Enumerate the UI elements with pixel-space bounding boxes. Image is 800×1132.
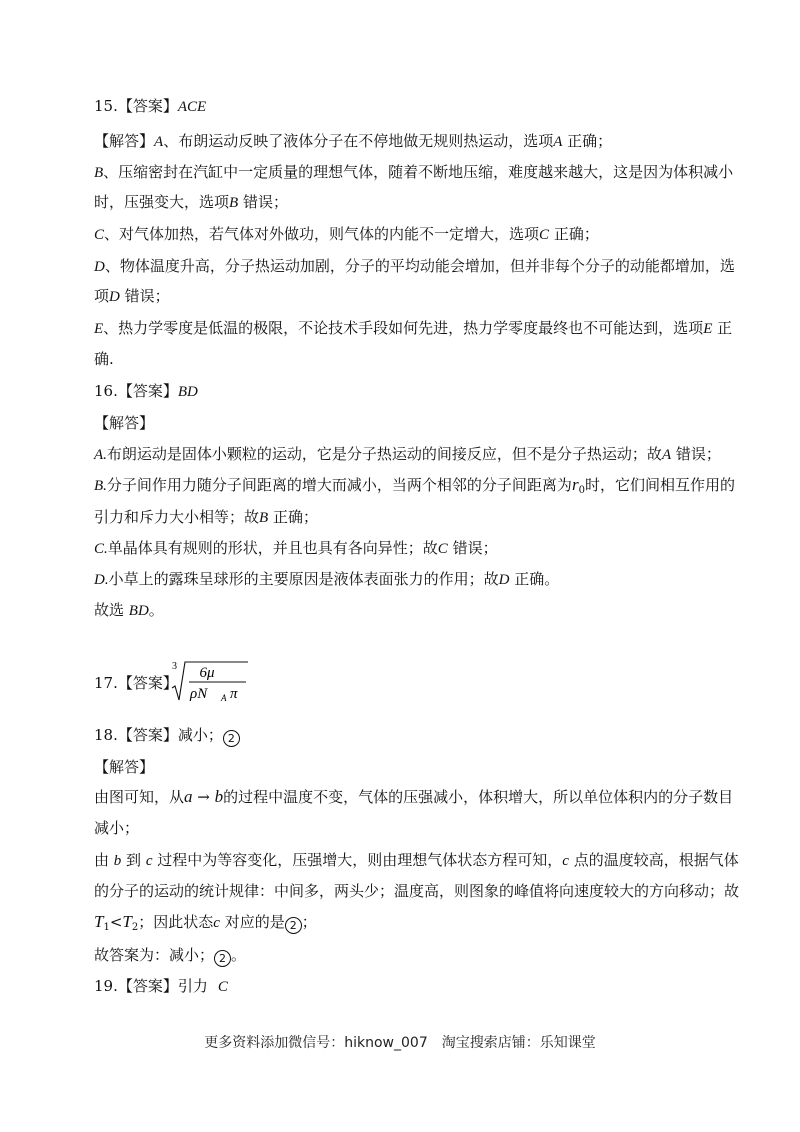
q15-solution-line-8: 确.: [94, 350, 114, 368]
q18-head: 18.【答案】: [94, 726, 178, 744]
q16-solution-label: 【解答】: [94, 414, 155, 432]
q17-answer-line: [94, 673, 178, 693]
q16-answer: BD: [177, 384, 198, 400]
q15-solution-line-6: 项D 错误；: [94, 287, 170, 305]
root-index: 3: [172, 661, 177, 672]
q15-solution-line-5: D、物体温度升高，分子热运动加剧，分子的平均动能会增加，但并非每个分子的动能都增加，选: [94, 257, 735, 275]
q18-solution-line-4: 的分子的运动的统计规律：中间多，两头少；温度高，则图象的峰值将向速度较大的方向移动；故: [94, 882, 740, 900]
q16-answer-line: [94, 381, 198, 402]
q16-option-d: D.小草上的露珠呈球形的主要原因是液体表面张力的作用；故D 正确。: [94, 570, 560, 588]
formula-denominator-subscript: A: [221, 693, 227, 703]
q16-option-c: C.单晶体具有规则的形状，并且也具有各向异性；故C 错误；: [94, 539, 498, 557]
q18-solution-line-3: 由 b 到 c 过程中为等容变化，压强增大，则由理想气体状态方程可知，c 点的温度较高，根据气体: [94, 851, 739, 869]
q15-solution-line-1: 【解答】A、布朗运动反映了液体分子在不停地做无规则热运动，选项A 正确；: [94, 132, 613, 150]
q18-answer-line: 18.【答案】减小； 2: [94, 725, 240, 747]
q15-solution-line-4: C、对气体加热，若气体对外做功，则气体的内能不一定增大，选项C 正确；: [94, 225, 599, 243]
q16-head: 16.【答案】: [94, 382, 178, 400]
q19-answer-line: 19.【答案】引力 C: [94, 977, 228, 995]
q15-head: 15.【答案】: [94, 97, 178, 115]
circled-number: 2: [214, 950, 231, 967]
q15-answer-line: [94, 96, 206, 117]
formula-denominator-pi: π: [230, 686, 238, 702]
q16-option-b-line-1: B.分子间作用力随分子间距离的增大而减小，当两个相邻的分子间距离为$r_0$时，它们间相互作用的: [94, 475, 735, 496]
q15-answer: ACE: [177, 99, 207, 115]
page-footer: 更多资料添加微信号：hiknow_007 淘宝搜索店铺：乐知课堂: [204, 1035, 596, 1051]
q18-solution-line-5: $T_1<T_2$；因此状态c 对应的是 2 ；: [94, 912, 317, 933]
formula-numerator: 6μ: [199, 665, 215, 681]
q15-solution-line-2: B、压缩密封在汽缸中一定质量的理想气体，随着不断地压缩，难度越来越大，这是因为体积减小: [94, 163, 734, 181]
q16-option-b-line-2: 引力和斥力大小相等；故B 正确；: [94, 508, 318, 526]
q18-conclusion: 故答案为：减小； 2 。: [94, 946, 247, 965]
q15-solution-line-7: E、热力学零度是低温的极限，不论技术手段如何先进，热力学零度最终也不可能达到，选项E 正: [94, 319, 733, 337]
q17-formula: [170, 658, 250, 706]
q16-conclusion: 故选 BD。: [94, 601, 164, 619]
circled-number: 2: [285, 917, 302, 934]
q18-solution-line-2: 减小；: [94, 819, 140, 837]
q18-solution-line-1: 由图可知，从a → b的过程中温度不变，气体的压强减小，体积增大，所以单位体积内的分子数目: [94, 787, 734, 806]
q16-option-a: A.布朗运动是固体小颗粒的运动，它是分子热运动的间接反应，但不是分子热运动；故A 错误；: [94, 445, 721, 463]
q17-head: 17.【答案】: [94, 674, 178, 692]
q18-solution-label: 【解答】: [94, 758, 155, 776]
formula-denominator: ρN: [190, 686, 208, 702]
q15-solution-line-3: 时，压强变大，选项B 错误；: [94, 193, 288, 211]
circled-number: 2: [223, 730, 240, 747]
q19-head: 19.【答案】: [94, 977, 178, 995]
